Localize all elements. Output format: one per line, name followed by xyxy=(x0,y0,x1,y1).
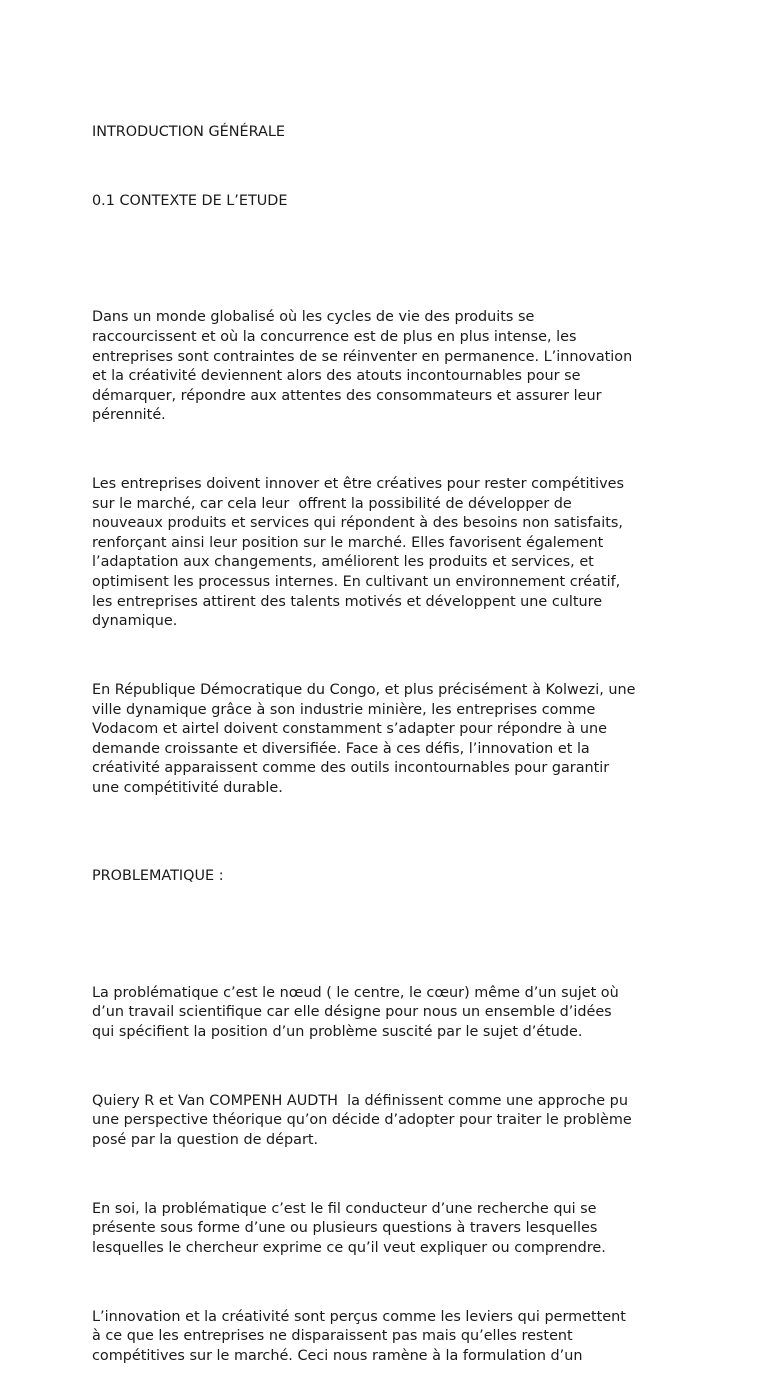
paragraph-problematique-4: L’innovation et la créativité sont perçus comme les leviers qui permettent à ce que les entreprises ne disparaissent pas mais qu’elles restent compétitives sur le marché. Ceci nous ramène à la formulation d’un xyxy=(92,1308,626,1364)
section-heading-contexte: 0.1 CONTEXTE DE L’ETUDE xyxy=(92,192,288,209)
paragraph-problematique-1: La problématique c’est le nœud ( le centre, le cœur) même d’un sujet où d’un travail scientifique car elle désigne pour nous un ensemble d’idées qui spécifient la position d’un problème suscité par le sujet d’étude. xyxy=(92,984,619,1040)
paragraph-contexte-2: Les entreprises doivent innover et être créatives pour rester compétitives sur le marché, car cela leur offrent la possibilité de développer de nouveaux produits et services qui répondent à des besoins non satisfaits, renforçant ainsi leur position sur le marché. Elles favorisent également l’adaptation aux changements, améliorent les produits et services, et optimisent les processus internes. En cultivant un environnement créatif, les entreprises attirent des talents motivés et développent une culture dynamique. xyxy=(92,476,625,630)
section-heading-problematique: PROBLEMATIQUE : xyxy=(92,868,224,885)
paragraph-contexte-3: En République Démocratique du Congo, et plus précisément à Kolwezi, une ville dynamique grâce à son industrie minière, les entreprises comme Vodacom et airtel doivent constamment s’adapter pour répondre à une demande croissante et diversifiée. Face à ces défis, l’innovation et la créativité apparaissent comme des outils incontournables pour garantir une compétitivité durable. xyxy=(92,682,636,796)
paragraph-contexte-1: Dans un monde globalisé où les cycles de vie des produits se raccourcissent et où la concurrence est de plus en plus intense, les entreprises sont contraintes de se réinventer en permanence. L’innovation et la créativité deviennent alors des atouts incontournables pour se démarquer, répondre aux attentes des consommateurs et assurer leur pérennité. xyxy=(92,309,633,424)
paragraph-problematique-2: Quiery R et Van COMPENH AUDTH la définissent comme une approche pu une perspective théorique qu’on décide d’adopter pour traiter le problème posé par la question de départ. xyxy=(92,1092,632,1148)
paragraph-problematique-3: En soi, la problématique c’est le fil conducteur d’une recherche qui se présente sous forme d’une ou plusieurs questions à travers lesquelles lesquelles le chercheur exprime ce qu’il veut expliquer ou comprendre. xyxy=(92,1200,606,1256)
document-title: INTRODUCTION GÉNÉRALE xyxy=(92,124,285,141)
document-page xyxy=(92,84,692,1396)
